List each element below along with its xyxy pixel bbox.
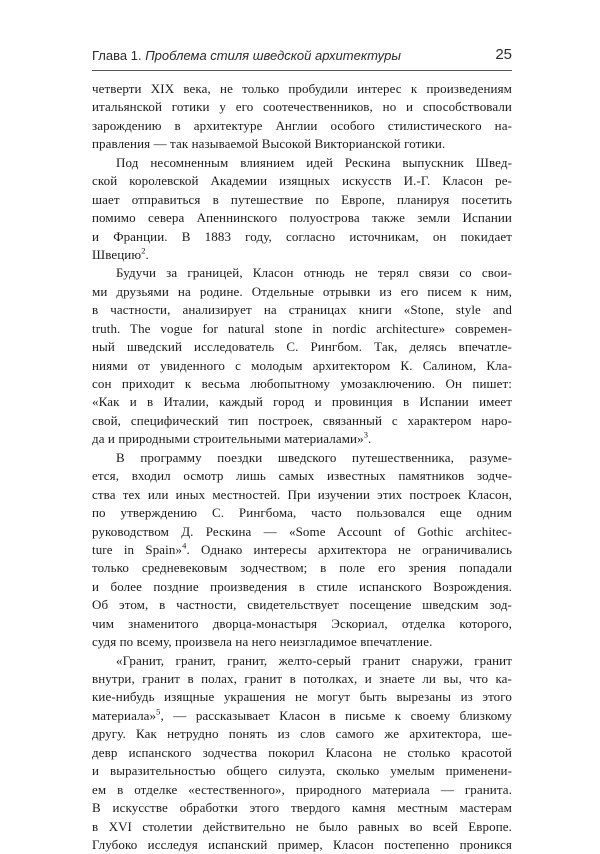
text-line	[92, 393, 512, 411]
text-line-content: только средневековым зодчеством; в поле его зрения попадали	[92, 560, 512, 576]
text-line-content: четверти XIX века, не только пробудили интерес к произведениям	[92, 81, 512, 96]
text-line-content: судя по всему, произвела на него неизгладимое впечатление.	[92, 634, 433, 650]
text-line-content: truth. The vogue for natural stone in nordic architecture» современ-	[92, 320, 512, 336]
text-line-content: В программу поездки шведского путешественника, разуме-	[116, 449, 512, 465]
text-line-content: чим знаменитого дворца-монастыря Эскориал, отделка которого,	[92, 615, 512, 631]
footnote-ref[interactable]: 4	[182, 540, 187, 551]
text-line-content: «Гранит, гранит, гранит, желто-серый гранит снаружи, гранит	[116, 652, 512, 668]
text-line-content: шает отправиться в путешествие по Европе, планируя посетить	[92, 191, 512, 207]
text-line-content: зарождению в архитектуре Англии особого стилистического на-	[92, 117, 512, 133]
text-line	[92, 301, 512, 319]
text-line-content: ture in Spain»	[92, 541, 183, 557]
text-line	[92, 430, 512, 448]
text-line-content: итальянской готики у его соотечественников, но и способствовали	[92, 99, 512, 115]
text-line-content: материала»	[92, 707, 157, 723]
footnote-ref[interactable]: 2	[141, 245, 146, 256]
text-line	[92, 688, 512, 706]
text-line-content: и более поздние произведения в стиле испанского Возрождения.	[92, 578, 512, 594]
footnote-ref[interactable]: 3	[363, 429, 369, 440]
text-line	[92, 559, 512, 577]
text-line-content: и выразительностью общего силуэта, сколько умелым применени-	[92, 763, 512, 779]
text-line	[92, 578, 512, 596]
text-line-continuation: . Однако интересы архитектора не ограничивались	[186, 541, 512, 557]
text-line-content: внутри, гранит в полах, гранит в потолках, и знаете ли вы, что ка-	[92, 671, 512, 686]
text-line	[92, 209, 512, 227]
text-line	[92, 154, 512, 172]
text-line-content: девр испанского зодчества покорил Класона не столько красотой	[92, 744, 512, 760]
text-line	[92, 781, 512, 799]
text-line	[92, 264, 512, 282]
text-line	[92, 412, 512, 430]
text-line-content: В искусстве обработки этого твердого камня местным мастерам	[92, 800, 512, 816]
text-line-content: ется, входил осмотр лишь самых известных памятников зодче-	[92, 468, 512, 484]
text-line	[92, 228, 512, 246]
header-rule	[92, 70, 512, 71]
text-line-content: Об этом, в частности, свидетельствует посещение шведским зод-	[92, 597, 512, 613]
text-line-content: сон приходит к весьма любопытному умозаключению. Он пишет:	[92, 376, 512, 391]
text-line-content: помимо севера Апеннинского полуострова также земли Испании	[92, 210, 512, 226]
text-line-content: «Как и в Италии, каждый город и провинция в Испании имеет	[92, 394, 512, 410]
text-line-content: и Франции. В 1883 году, согласно источникам, он покидает	[92, 228, 512, 244]
text-line-content: Глубоко исследуя испанский пример, Класон постепенно проникся	[92, 836, 512, 852]
text-line-continuation: .	[368, 431, 372, 447]
text-line	[92, 98, 512, 116]
text-line	[92, 725, 512, 743]
text-line	[92, 172, 512, 190]
text-line	[92, 283, 512, 301]
text-line-content: Швецию	[92, 246, 142, 262]
text-line	[92, 449, 512, 467]
chapter-title: Проблема стиля шведской архитектуры	[145, 48, 401, 63]
text-line	[92, 615, 512, 633]
text-line	[92, 596, 512, 614]
text-line-content: правления — так называемой Высокой Викторианской готики.	[92, 136, 446, 152]
text-line	[92, 762, 512, 780]
text-line	[92, 652, 512, 670]
text-line	[92, 633, 512, 651]
text-line	[92, 818, 512, 836]
page-number: 25	[495, 46, 512, 63]
text-line	[92, 117, 512, 135]
text-line-content: в частности, анализирует на страницах книги «Stone, style and	[92, 302, 512, 318]
text-line	[92, 191, 512, 209]
text-line	[92, 357, 512, 375]
text-line-content: руководством Д. Рескина — «Some Account of Gothic architec-	[92, 523, 512, 539]
text-line-content: ниями от увиденного с молодым архитектором К. Салином, Кла-	[92, 357, 512, 373]
text-line	[92, 80, 512, 98]
text-line	[92, 523, 512, 541]
text-line-content: по утверждению С. Рингбома, часто пользовался еще одним	[92, 505, 512, 521]
text-line-content: Под несомненным влиянием идей Рескина выпускник Швед-	[116, 154, 512, 170]
chapter-heading	[92, 48, 401, 63]
text-line-content: в XVI столетии действительно не было равных во всей Европе.	[92, 818, 512, 834]
text-line-continuation: .	[145, 246, 149, 262]
text-line	[92, 799, 512, 817]
text-line-content: другу. Как нетрудно понять из слов самого же архитектора, ше-	[92, 726, 512, 742]
text-line	[92, 707, 512, 725]
text-line	[92, 135, 512, 153]
text-line	[92, 836, 512, 854]
text-line-content: ства тех или иных местностей. При изучении этих построек Класон,	[92, 486, 512, 502]
text-line-content: ми друзьями на родине. Отдельные отрывки из его писем к ним,	[92, 283, 512, 299]
text-line	[92, 338, 512, 356]
text-line	[92, 486, 512, 504]
text-line	[92, 320, 512, 338]
footnote-ref[interactable]: 5	[156, 706, 161, 717]
chapter-number: Глава 1.	[92, 48, 142, 63]
text-line	[92, 504, 512, 522]
text-line	[92, 541, 512, 559]
text-line-continuation: , — рассказывает Класон в письме к своему близкому	[160, 707, 512, 723]
text-line	[92, 375, 512, 393]
text-line-content: ем в отделке «естественного», природного материала — гранита.	[92, 781, 512, 797]
text-line	[92, 467, 512, 485]
text-line	[92, 744, 512, 762]
text-line-content: ный шведский исследователь С. Рингбом. Так, делясь впечатле-	[92, 339, 512, 355]
text-line	[92, 670, 512, 688]
text-line	[92, 246, 512, 264]
text-line-content: да и природными строительными материалами»	[92, 431, 364, 447]
text-line-content: ской королевской Академии изящных искусств И.-Г. Класон ре-	[92, 173, 512, 189]
body-text	[92, 80, 512, 854]
text-line-content: свой, специфический тип построек, связанный с характером наро-	[92, 412, 512, 428]
text-line-content: кие-нибудь изящные украшения не могут быть вырезаны из этого	[92, 689, 512, 705]
running-header	[92, 44, 512, 68]
text-line-content: Будучи за границей, Класон отнюдь не терял связи со свои-	[116, 265, 512, 281]
